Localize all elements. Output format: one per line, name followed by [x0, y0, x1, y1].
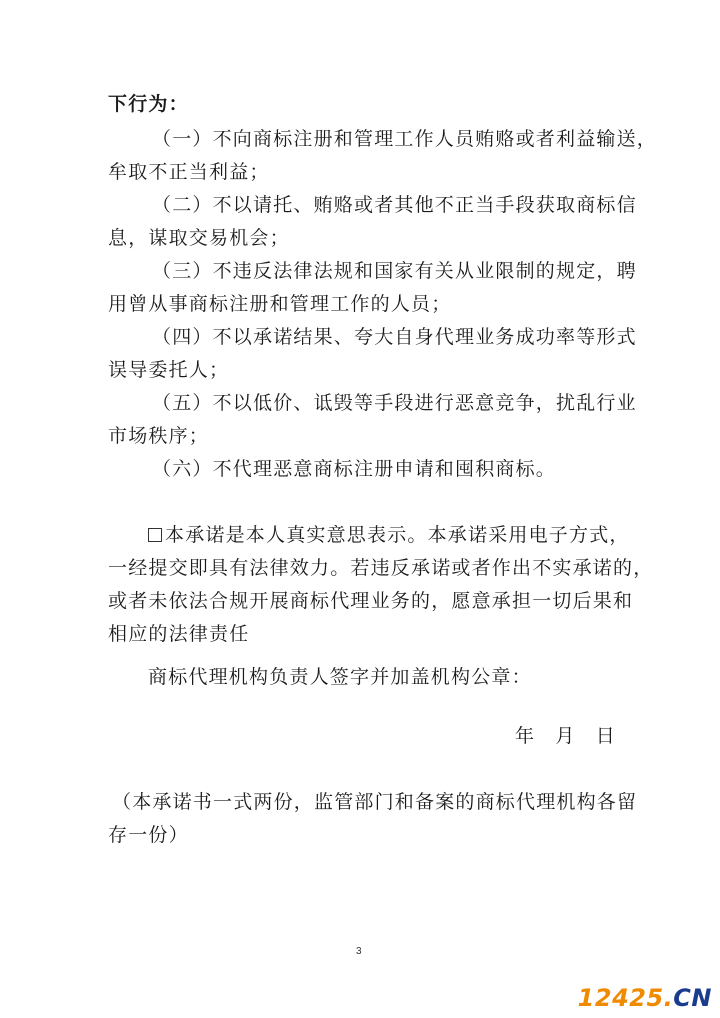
signature-label: 商标代理机构负责人签字并加盖机构公章：	[148, 666, 532, 688]
item-2-line-1: （二）不以请托、贿赂或者其他不正当手段获取商标信	[152, 194, 637, 216]
watermark-dot: .	[663, 984, 674, 1012]
section-heading: 下行为：	[108, 93, 189, 115]
item-1-line-2: 牟取不正当利益；	[108, 161, 270, 183]
item-5-line-2: 市场秩序；	[108, 425, 210, 447]
site-watermark-logo	[578, 984, 712, 1012]
item-5-line-1: （五）不以低价、诋毁等手段进行恶意竞争，扰乱行业	[152, 392, 637, 414]
date-line: 年 月 日	[515, 725, 617, 747]
commitment-line-1	[148, 523, 630, 547]
note-line-2: 存一份）	[108, 824, 189, 846]
commitment-line-4: 相应的法律责任	[108, 623, 250, 645]
item-4-line-1: （四）不以承诺结果、夸大自身代理业务成功率等形式	[152, 326, 637, 348]
watermark-number: 12425	[577, 984, 664, 1012]
item-4-line-2: 误导委托人；	[108, 359, 230, 381]
item-1-line-1: （一）不向商标注册和管理工作人员贿赂或者利益输送，	[152, 128, 658, 150]
item-6-line-1: （六）不代理恶意商标注册申请和囤积商标。	[152, 458, 557, 480]
commitment-line-3: 或者未依法合规开展商标代理业务的，愿意承担一切后果和	[108, 590, 634, 612]
commitment-line-2: 一经提交即具有法律效力。若违反承诺或者作出不实承诺的，	[108, 557, 654, 579]
note-line-1: （本承诺书一式两份，监管部门和备案的商标代理机构各留	[112, 791, 638, 813]
item-3-line-1: （三）不违反法律法规和国家有关从业限制的规定，聘	[152, 260, 637, 282]
commitment-text-1: 本承诺是本人真实意思表示。本承诺采用电子方式，	[165, 524, 630, 546]
item-3-line-2: 用曾从事商标注册和管理工作的人员；	[108, 293, 452, 315]
commitment-checkbox[interactable]	[148, 528, 162, 542]
item-2-line-2: 息，谋取交易机会；	[108, 227, 290, 249]
page-number: 3	[356, 946, 362, 957]
watermark-suffix: CN	[673, 984, 712, 1012]
